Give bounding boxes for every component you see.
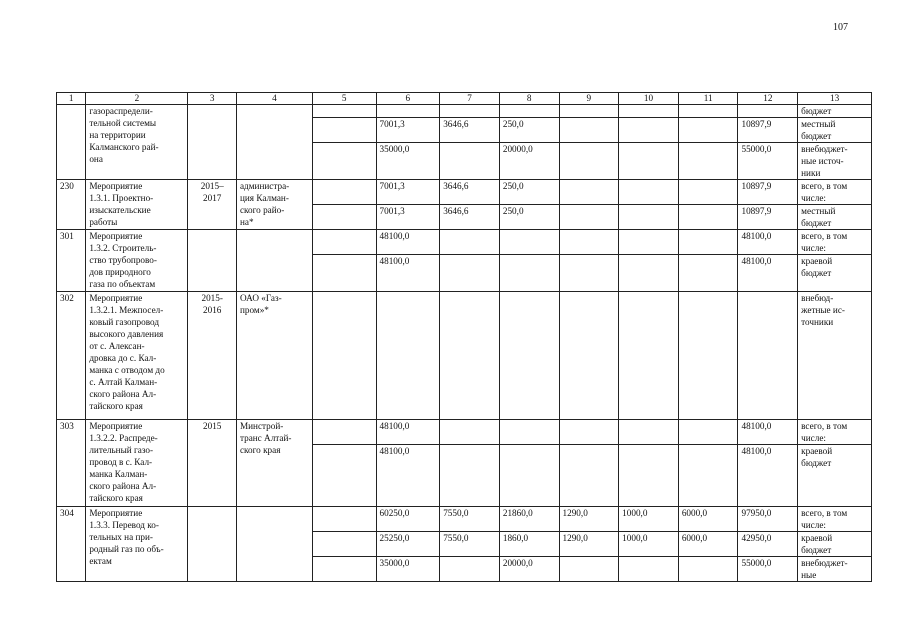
value-cell: 1290,0 (559, 532, 619, 557)
value-cell: 250,0 (499, 205, 559, 230)
value-cell: 35000,0 (376, 557, 440, 582)
funding-source-cell: бюджет (798, 105, 872, 118)
total-cell: 10897,9 (738, 180, 798, 205)
value-cell: 1000,0 (619, 532, 679, 557)
column-header: 4 (236, 93, 312, 105)
executor-cell (236, 507, 312, 582)
years-cell (188, 105, 237, 180)
total-cell: 10897,9 (738, 205, 798, 230)
column-header: 13 (798, 93, 872, 105)
value-cell: 1860,0 (499, 532, 559, 557)
column-header: 3 (188, 93, 237, 105)
column-header: 5 (312, 93, 376, 105)
value-cell: 60250,0 (376, 507, 440, 532)
value-cell: 3646,6 (440, 205, 500, 230)
column-header: 9 (559, 93, 619, 105)
value-cell: 35000,0 (376, 143, 440, 180)
description-cell: газораспредели- тельной системы на территории Калманского рай- она (86, 105, 188, 180)
total-cell: 10897,9 (738, 118, 798, 143)
value-cell: 6000,0 (678, 532, 738, 557)
total-cell: 97950,0 (738, 507, 798, 532)
value-cell: 20000,0 (499, 557, 559, 582)
value-cell: 7001,3 (376, 180, 440, 205)
funding-source-cell: всего, в том числе: (798, 420, 872, 445)
value-cell: 48100,0 (376, 230, 440, 255)
total-cell: 55000,0 (738, 143, 798, 180)
budget-table (56, 92, 872, 582)
row-id-cell: 302 (57, 292, 86, 420)
funding-source-cell: местный бюджет (798, 118, 872, 143)
total-cell: 48100,0 (738, 255, 798, 292)
value-cell: 250,0 (499, 118, 559, 143)
value-cell: 3646,6 (440, 118, 500, 143)
funding-source-cell: краевой бюджет (798, 445, 872, 507)
column-header: 10 (619, 93, 679, 105)
description-cell: Мероприятие 1.3.2.1. Межпосел- ковый газопровод высокого давления от с. Алексан- дровка до с. Кал- манка с отводом до с. Алтай Калман- ского района Ал- тайского края (86, 292, 188, 420)
column-header: 8 (499, 93, 559, 105)
value-cell: 7550,0 (440, 507, 500, 532)
table-row (57, 292, 872, 420)
years-cell (188, 507, 237, 582)
description-cell: Мероприятие 1.3.2. Строитель- ство трубопрово- дов природного газа по объектам (86, 230, 188, 292)
value-cell: 48100,0 (376, 420, 440, 445)
row-id-cell: 301 (57, 230, 86, 292)
executor-cell: администра- ция Калман- ского райо- на* (236, 180, 312, 230)
page-number: 107 (833, 22, 848, 33)
value-cell: 7001,3 (376, 118, 440, 143)
funding-source-cell: местный бюджет (798, 205, 872, 230)
executor-cell: Минстрой- транс Алтай- ского края (236, 420, 312, 507)
value-cell: 6000,0 (678, 507, 738, 532)
funding-source-cell: внебюджет- ные (798, 557, 872, 582)
column-number-header-row (57, 93, 872, 105)
funding-source-cell: внебюд- жетные ис- точники (798, 292, 872, 420)
row-id-cell (57, 105, 86, 180)
total-cell: 42950,0 (738, 532, 798, 557)
total-cell: 48100,0 (738, 420, 798, 445)
value-cell: 3646,6 (440, 180, 500, 205)
description-cell: Мероприятие 1.3.3. Перевод ко- тельных на при- родный газ по объ- ектам (86, 507, 188, 582)
table-row (57, 230, 872, 255)
total-cell: 48100,0 (738, 445, 798, 507)
value-cell: 21860,0 (499, 507, 559, 532)
value-cell: 1290,0 (559, 507, 619, 532)
years-cell: 2015- 2016 (188, 292, 237, 420)
value-cell: 250,0 (499, 180, 559, 205)
executor-cell: ОАО «Газ- пром»* (236, 292, 312, 420)
row-id-cell: 230 (57, 180, 86, 230)
column-header: 11 (678, 93, 738, 105)
row-id-cell: 304 (57, 507, 86, 582)
funding-source-cell: краевой бюджет (798, 532, 872, 557)
value-cell: 48100,0 (376, 255, 440, 292)
executor-cell (236, 230, 312, 292)
value-cell: 7550,0 (440, 532, 500, 557)
column-header: 6 (376, 93, 440, 105)
funding-source-cell: всего, в том числе: (798, 230, 872, 255)
funding-source-cell: всего, в том числе: (798, 507, 872, 532)
years-cell (188, 230, 237, 292)
table-row (57, 420, 872, 445)
column-header: 2 (86, 93, 188, 105)
column-header: 12 (738, 93, 798, 105)
column-header: 1 (57, 93, 86, 105)
column-header: 7 (440, 93, 500, 105)
years-cell: 2015 (188, 420, 237, 507)
table-row (57, 180, 872, 205)
total-cell: 48100,0 (738, 230, 798, 255)
value-cell: 1000,0 (619, 507, 679, 532)
description-cell: Мероприятие 1.3.2.2. Распреде- лительный газо- провод в с. Кал- манка Калман- ского района Ал- тайского края (86, 420, 188, 507)
value-cell: 20000,0 (499, 143, 559, 180)
years-cell: 2015– 2017 (188, 180, 237, 230)
funding-source-cell: всего, в том числе: (798, 180, 872, 205)
total-cell: 55000,0 (738, 557, 798, 582)
table-row (57, 105, 872, 118)
funding-source-cell: краевой бюджет (798, 255, 872, 292)
table-row (57, 507, 872, 532)
value-cell: 48100,0 (376, 445, 440, 507)
value-cell: 7001,3 (376, 205, 440, 230)
executor-cell (236, 105, 312, 180)
row-id-cell: 303 (57, 420, 86, 507)
value-cell: 25250,0 (376, 532, 440, 557)
funding-source-cell: внебюджет- ные источ- ники (798, 143, 872, 180)
description-cell: Мероприятие 1.3.1. Проектно- изыскательские работы (86, 180, 188, 230)
